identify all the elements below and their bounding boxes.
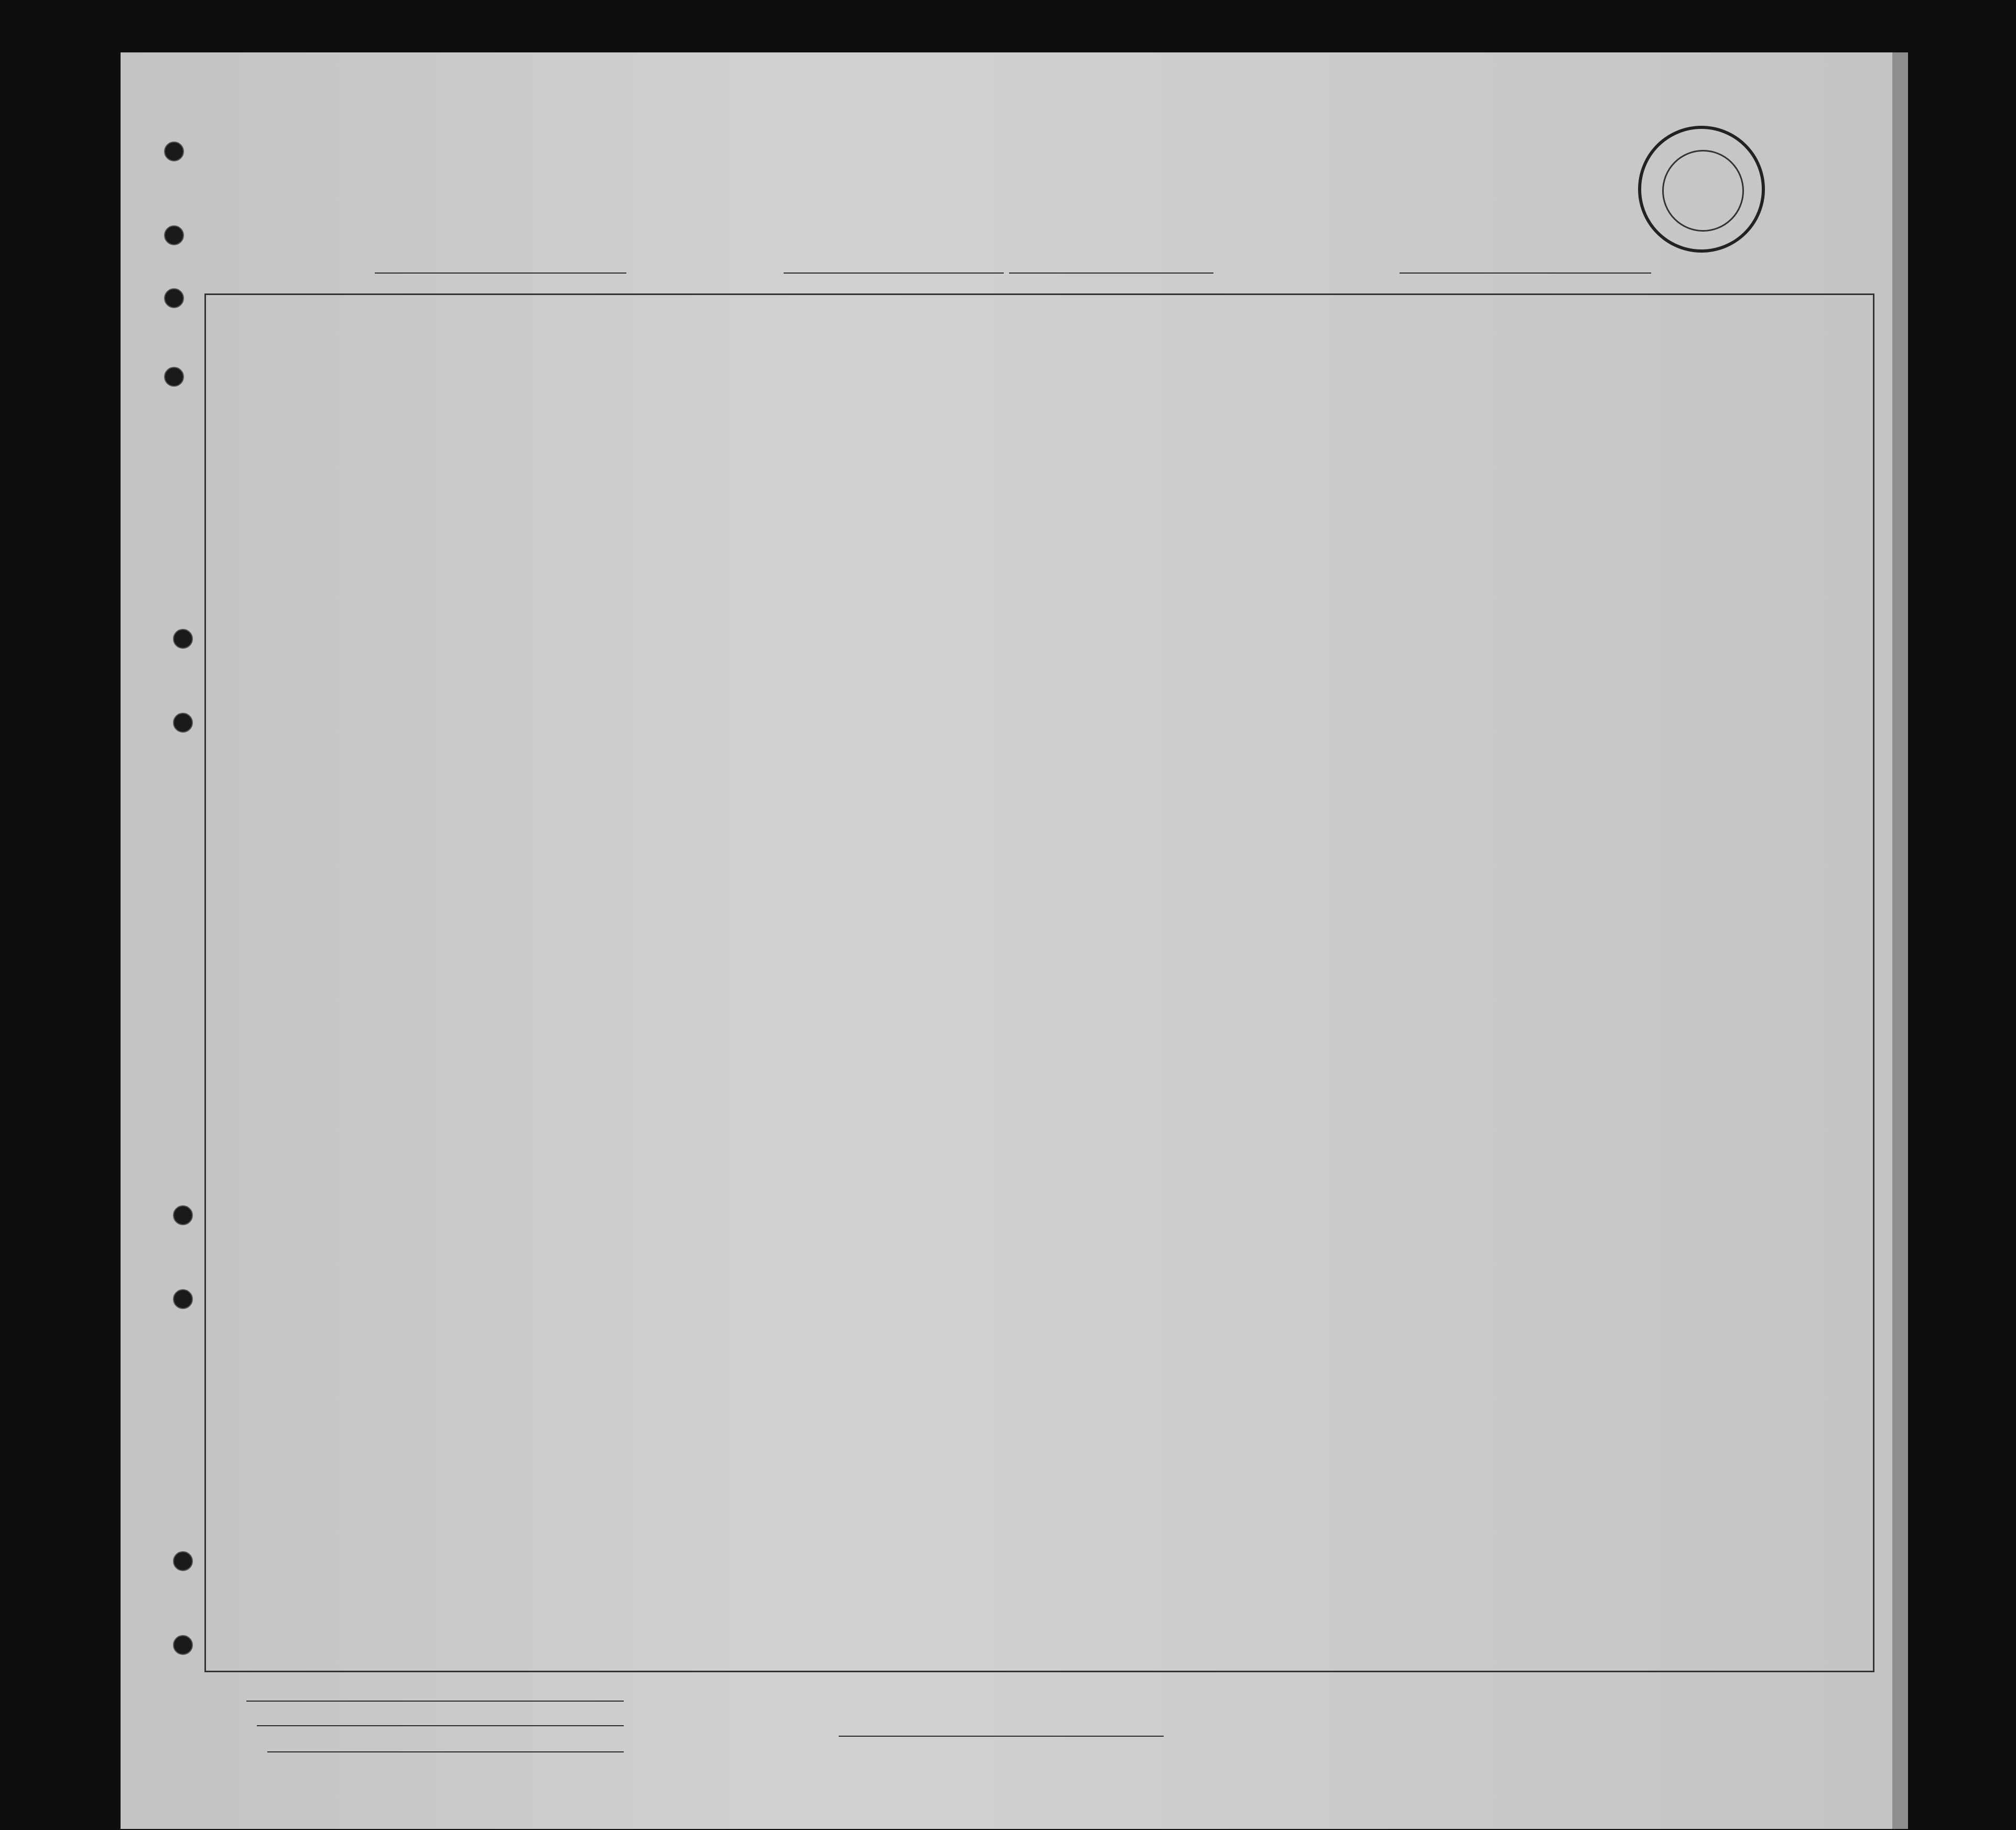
punch-hole	[164, 288, 184, 308]
page-edge-shadow	[1892, 52, 1908, 1829]
crew-table	[204, 293, 1874, 1672]
consulate-stamp	[1638, 126, 1765, 253]
vessel-line	[207, 252, 1869, 288]
punch-hole	[173, 1635, 193, 1655]
punch-hole	[173, 713, 193, 733]
punch-hole	[173, 1289, 193, 1309]
punch-hole	[164, 367, 184, 387]
punch-hole	[173, 629, 193, 649]
punch-hole	[164, 225, 184, 245]
punch-hole	[173, 1205, 193, 1225]
punch-hole	[173, 1551, 193, 1571]
punch-hole	[164, 141, 184, 161]
